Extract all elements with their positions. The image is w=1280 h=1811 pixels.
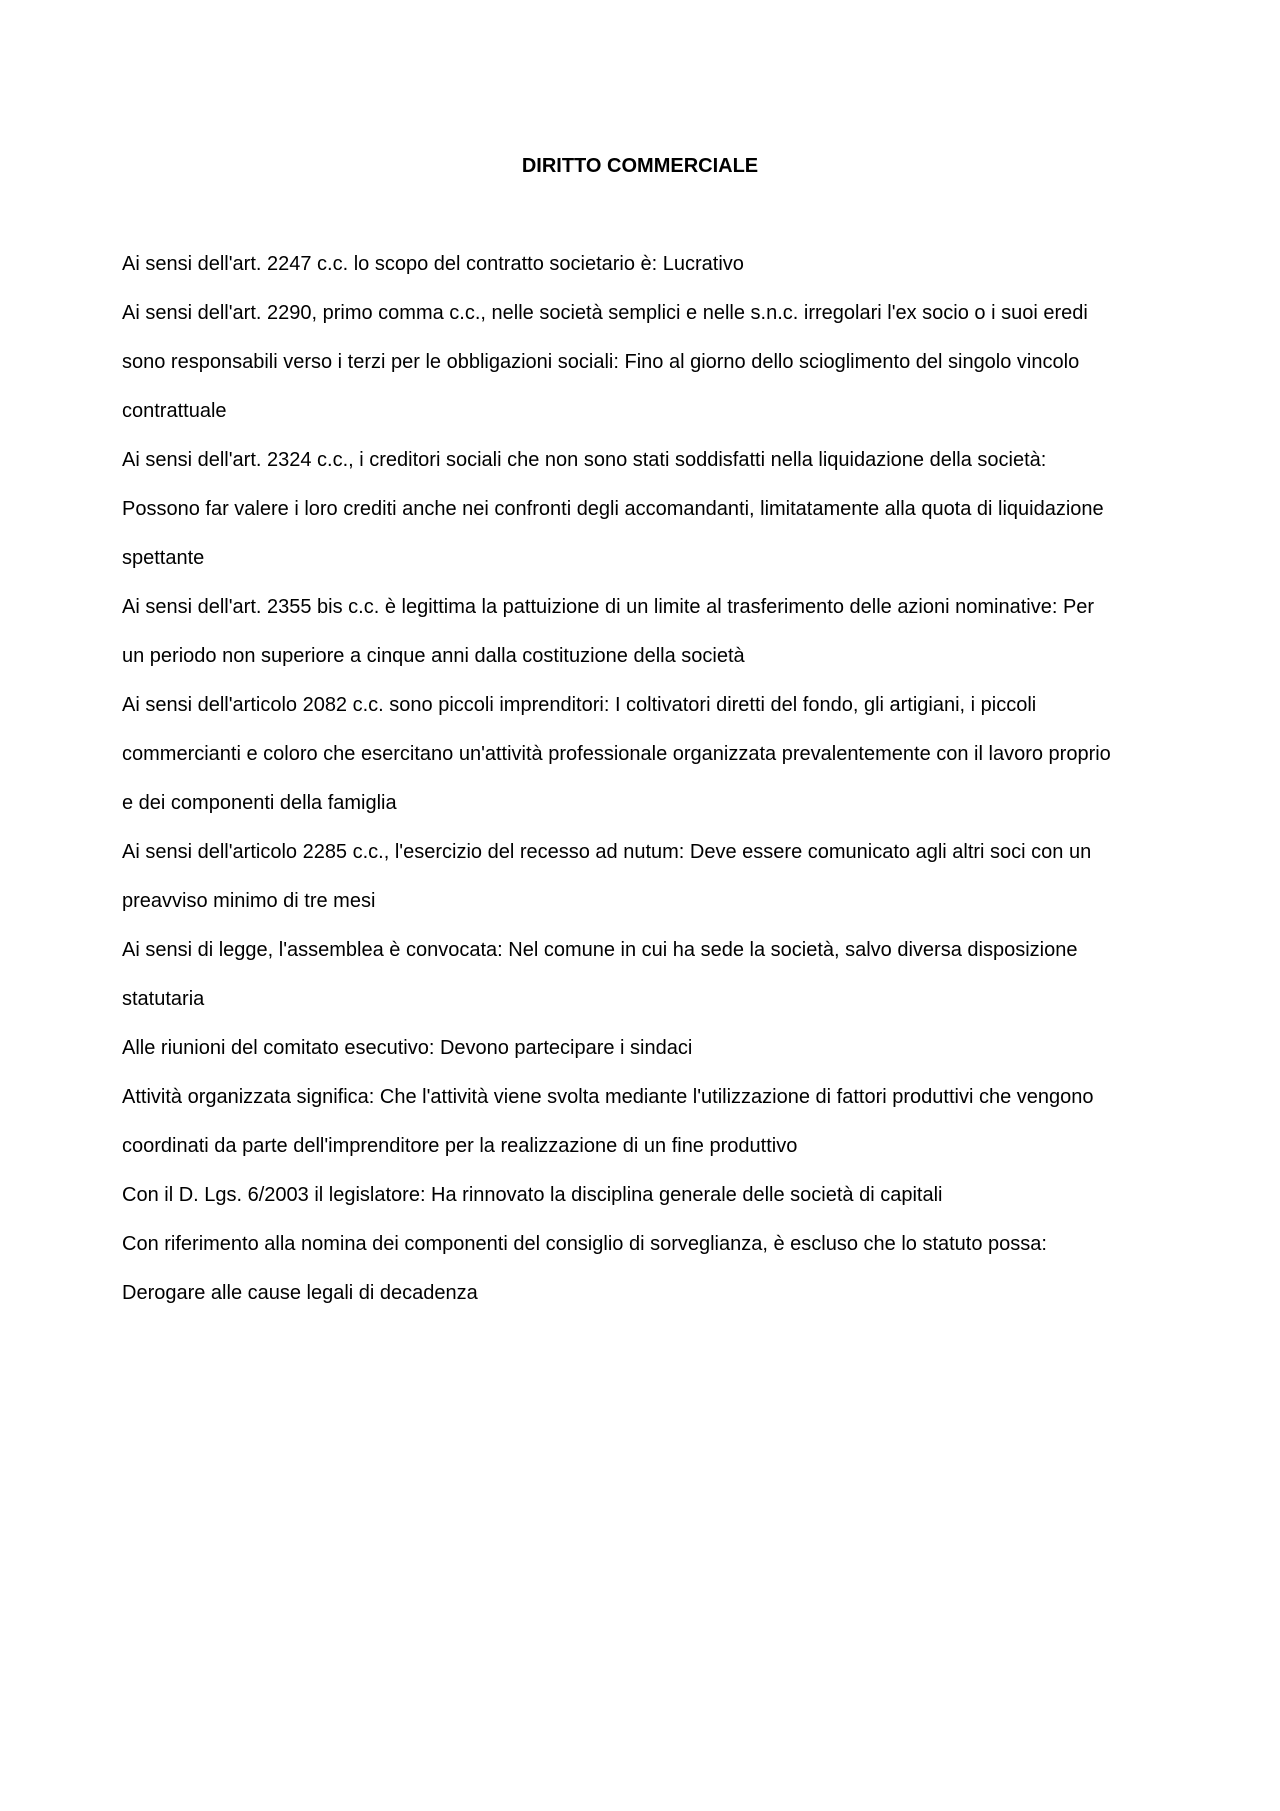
paragraph: contrattuale [122,400,227,422]
paragraph: Ai sensi dell'art. 2247 c.c. lo scopo del contratto societario è: Lucrativo [122,253,744,275]
paragraph: Derogare alle cause legali di decadenza [122,1282,478,1304]
paragraph: spettante [122,547,205,569]
paragraph: coordinati da parte dell'imprenditore per la realizzazione di un fine produttivo [122,1135,798,1157]
paragraph: e dei componenti della famiglia [122,792,397,814]
paragraph: statutaria [122,988,205,1010]
paragraph: Con riferimento alla nomina dei componenti del consiglio di sorveglianza, è escluso che lo statuto possa: [122,1233,1047,1255]
paragraph: Ai sensi dell'articolo 2082 c.c. sono piccoli imprenditori: I coltivatori diretti del fondo, gli artigiani, i piccoli [122,694,1037,716]
paragraph: un periodo non superiore a cinque anni dalla costituzione della società [122,645,745,667]
document-title: DIRITTO COMMERCIALE [521,155,759,177]
document-body [122,249,1162,1327]
paragraph: Attività organizzata significa: Che l'attività viene svolta mediante l'utilizzazione di fattori produttivi che vengono [122,1086,1094,1108]
paragraph: Con il D. Lgs. 6/2003 il legislatore: Ha rinnovato la disciplina generale delle società di capitali [122,1184,943,1206]
paragraph: Ai sensi dell'art. 2355 bis c.c. è legittima la pattuizione di un limite al trasferimento delle azioni nominative: Per [122,596,1095,618]
paragraph: Possono far valere i loro crediti anche nei confronti degli accomandanti, limitatamente alla quota di liquidazione [122,498,1104,520]
paragraph: Ai sensi di legge, l'assemblea è convocata: Nel comune in cui ha sede la società, salvo diversa disposizione [122,939,1078,961]
paragraph: commercianti e coloro che esercitano un'attività professionale organizzata prevalentemente con il lavoro proprio [122,743,1111,765]
paragraph: preavviso minimo di tre mesi [122,890,376,912]
paragraph: Ai sensi dell'art. 2290, primo comma c.c., nelle società semplici e nelle s.n.c. irregolari l'ex socio o i suoi eredi [122,302,1088,324]
paragraph: Ai sensi dell'art. 2324 c.c., i creditori sociali che non sono stati soddisfatti nella liquidazione della società: [122,449,1047,471]
paragraph: sono responsabili verso i terzi per le obbligazioni sociali: Fino al giorno dello scioglimento del singolo vincolo [122,351,1080,373]
paragraph: Ai sensi dell'articolo 2285 c.c., l'esercizio del recesso ad nutum: Deve essere comunicato agli altri soci con un [122,841,1092,863]
paragraph: Alle riunioni del comitato esecutivo: Devono partecipare i sindaci [122,1037,693,1059]
